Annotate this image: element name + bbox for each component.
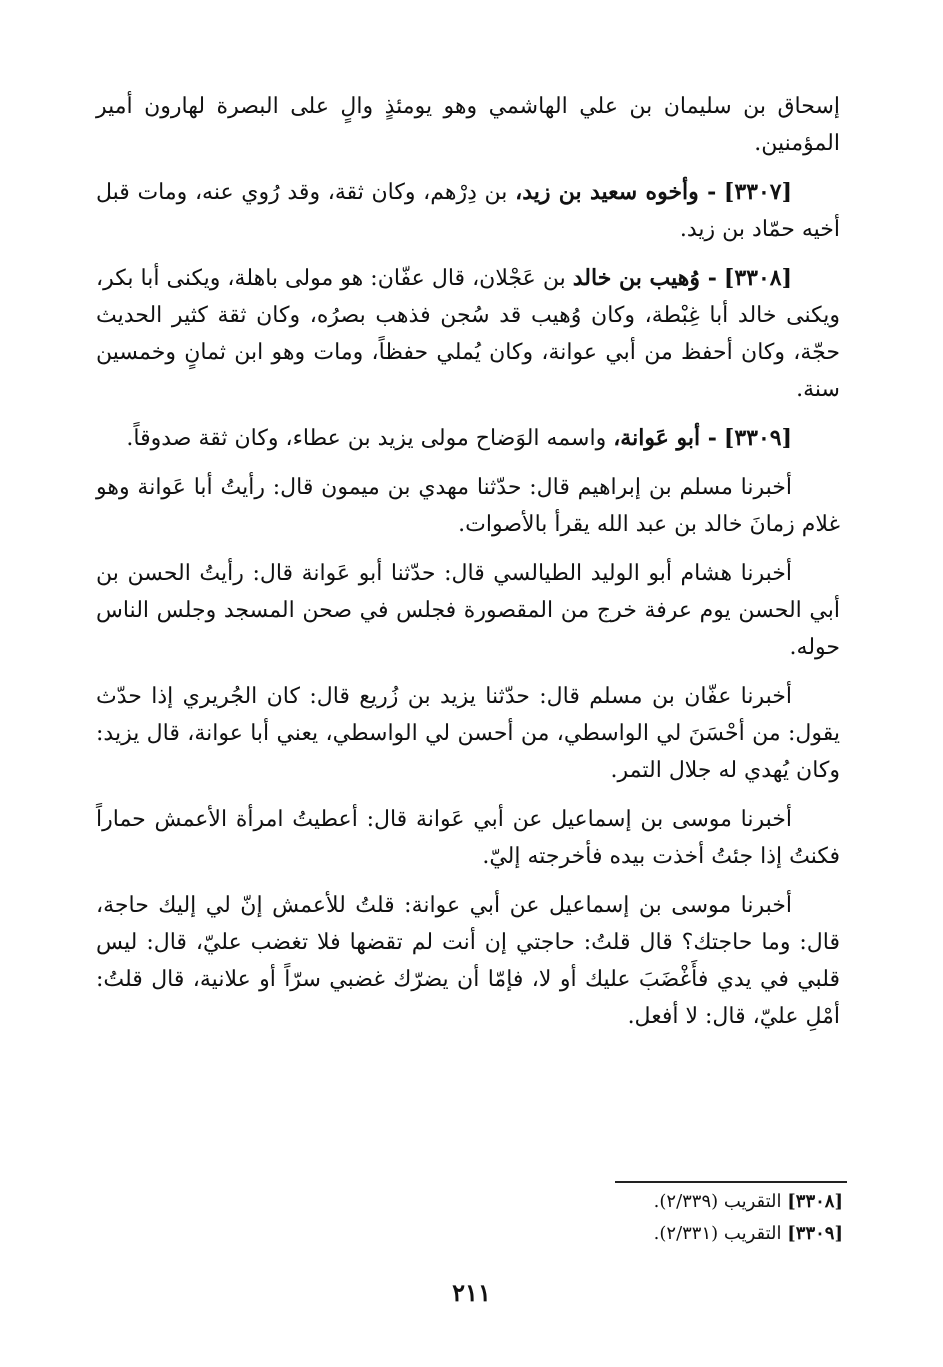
entry-3307 [96,174,840,248]
paragraph-text: أخبرنا عفّان بن مسلم قال: حدّثنا يزيد بن زُريع قال: كان الجُريري إذا حدّث يقول: من أحْسَنَ لي الواسطي، من أحسن لي الواسطي، يعني أبا عوانة، قال يزيد: وكان يُهدي له جلال التمر. [96,684,840,783]
footnote-number: [٣٣٠٩] [787,1223,843,1244]
paragraph-text: أخبرنا مسلم بن إبراهيم قال: حدّثنا مهدي بن ميمون قال: رأيتُ أبا عَوانة وهو غلام زمانَ خالد بن عبد الله يقرأ بالأصوات. [96,475,840,537]
entry-3309 [96,420,840,457]
entry-3308 [96,260,840,408]
entry-name: - وأخوه سعيد بن زيد، [515,179,717,205]
entry-text: واسمه الوَضاح مولى يزيد بن عطاء، وكان ثقة صدوقاً. [126,426,614,451]
footnote-divider [615,1181,847,1183]
narration-paragraph [96,887,840,1035]
footnote-item [443,1186,843,1218]
paragraph-text: أخبرنا هشام أبو الوليد الطيالسي قال: حدّثنا أبو عَوانة قال: رأيتُ الحسن بن أبي الحسن يوم عرفة خرج من المقصورة فجلس في صحن المسجد وجلس الناس حوله. [96,561,840,660]
paragraph-continuation [96,88,840,162]
entry-name: - أبو عَوانة، [613,425,717,451]
narration-paragraph [96,555,840,666]
entry-name: - وُهيب بن خالد [572,265,717,291]
paragraph-text: إسحاق بن سليمان بن علي الهاشمي وهو يومئذٍ والٍ على البصرة لهارون أمير المؤمنين. [96,94,840,156]
entry-text: بن عَجْلان، قال عفّان: هو مولى باهلة، ويكنى أبا بكر، ويكنى خالد أبا غِبْطة، وكان وُهيب قد سُجن فذهب بصرُه، وكان ثقة كثير الحديث حجّة، وكان أحفظ من أبي عوانة، وكان يُملي حفظاً، ومات وهو ابن ثمانٍ وخمسين سنة. [96,266,840,402]
paragraph-text: أخبرنا موسى بن إسماعيل عن أبي عوانة: قلتُ للأعمش إنّ لي إليك حاجة، قال: وما حاجتك؟ قال قلتُ: حاجتي إن أنت لم تقضها فلا تغضب عليّ، قال: ليس قلبي في يدي فأَغْضَبَ عليك أو لا، فإمّا أن يضرّك غضبي سرّاً أو علانية، قال قلتُ: أمْلِ عليّ، قال: لا أفعل. [96,893,840,1029]
footnote-number: [٣٣٠٨] [787,1191,843,1212]
narration-paragraph [96,801,840,875]
narration-paragraph [96,469,840,543]
footnote-text: التقريب (٢/٣٣١). [653,1223,788,1244]
page-number: ٢١١ [452,1278,491,1307]
entry-number: [٣٣٠٨] [723,265,793,291]
entry-number: [٣٣٠٩] [723,425,792,451]
paragraph-text: أخبرنا موسى بن إسماعيل عن أبي عَوانة قال: أعطيتُ امرأة الأعمش حماراً فكنتُ إذا جئتُ أخذت بيده فأخرجته إليّ. [96,807,840,869]
footnote-item [443,1218,843,1250]
entry-text: بن دِرْهم، وكان ثقة، وقد رُوي عنه، ومات قبل أخيه حمّاد بن زيد. [96,180,840,242]
narration-paragraph [96,678,840,789]
footnote-text: التقريب (٢/٣٣٩). [653,1191,788,1212]
footnotes [443,1186,843,1250]
main-text [96,88,840,1047]
entry-number: [٣٣٠٧] [723,179,792,205]
